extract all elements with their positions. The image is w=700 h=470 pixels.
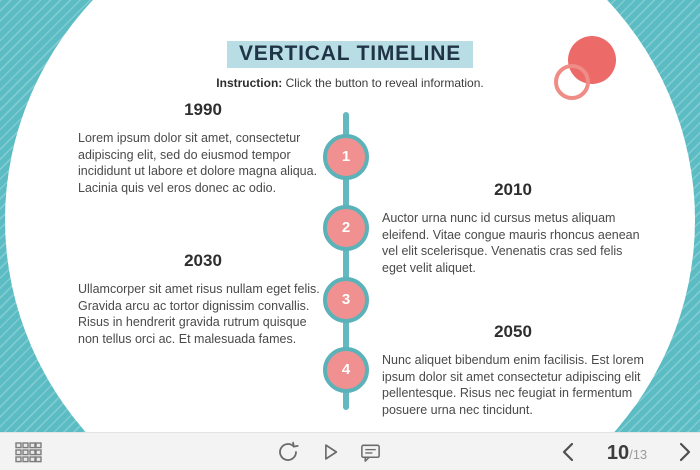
comment-button[interactable]: [354, 433, 386, 470]
timeline-year-1990: 1990: [184, 100, 222, 119]
timeline-year-2030: 2030: [184, 251, 222, 270]
timeline-text-2030: Ullamcorper sit amet risus nullam eget felis. Gravida arcu ac tortor dignissim convallis. Risus in hendrerit gravida rutrum quisque non tellus orci ac. Et malesuada fames.: [78, 282, 320, 346]
instruction-body: Click the button to reveal information.: [282, 76, 484, 90]
title-row: [0, 41, 700, 68]
timeline-button-2[interactable]: 2: [323, 205, 369, 251]
timeline-text-2050: Nunc aliquet bibendum enim facilisis. Est lorem ipsum dolor sit amet consectetur adipiscing elit pellentesque. Risus nec feugiat in fermentum posuere urna nec tincidunt.: [382, 353, 644, 417]
timeline-entry-2010: [382, 180, 644, 276]
play-icon: [319, 441, 341, 463]
refresh-icon: [276, 440, 300, 464]
page-current: 10: [606, 442, 630, 464]
player-bar: [0, 432, 700, 470]
menu-grid-icon: [15, 442, 42, 463]
prev-arrow-icon: [560, 440, 576, 464]
timeline-text-2010: Auctor urna nunc id cursus metus aliquam eleifend. Vitae congue mauris rhoncus aenean vel elit scelerisque. Venenatis cras sed felis eget velit aliquet.: [382, 211, 640, 275]
next-slide-button[interactable]: [671, 433, 699, 470]
timeline-text-1990: Lorem ipsum dolor sit amet, consectetur adipiscing elit, sed do eiusmod tempor incididunt ut labore et dolore magna aliqua. Lacinia quis vel eros donec ac odio.: [78, 131, 318, 195]
timeline-button-1[interactable]: 1: [323, 134, 369, 180]
menu-grid-button[interactable]: [10, 433, 46, 470]
timeline-year-2050: 2050: [494, 322, 532, 341]
instruction-text: [0, 76, 700, 90]
timeline-button-4[interactable]: 4: [323, 347, 369, 393]
timeline-entry-1990: [78, 100, 328, 196]
slide-title: VERTICAL TIMELINE: [227, 41, 473, 68]
instruction-label: Instruction:: [216, 76, 283, 90]
page-indicator: [588, 433, 666, 470]
timeline-entry-2050: [382, 322, 644, 418]
page-total: /13: [629, 447, 648, 462]
timeline-year-2010: 2010: [494, 180, 532, 199]
next-arrow-icon: [677, 440, 693, 464]
refresh-button[interactable]: [272, 433, 304, 470]
comment-icon: [359, 441, 382, 464]
timeline-entry-2030: [78, 251, 328, 347]
play-button[interactable]: [314, 433, 346, 470]
previous-slide-button[interactable]: [554, 433, 582, 470]
timeline-button-3[interactable]: 3: [323, 277, 369, 323]
